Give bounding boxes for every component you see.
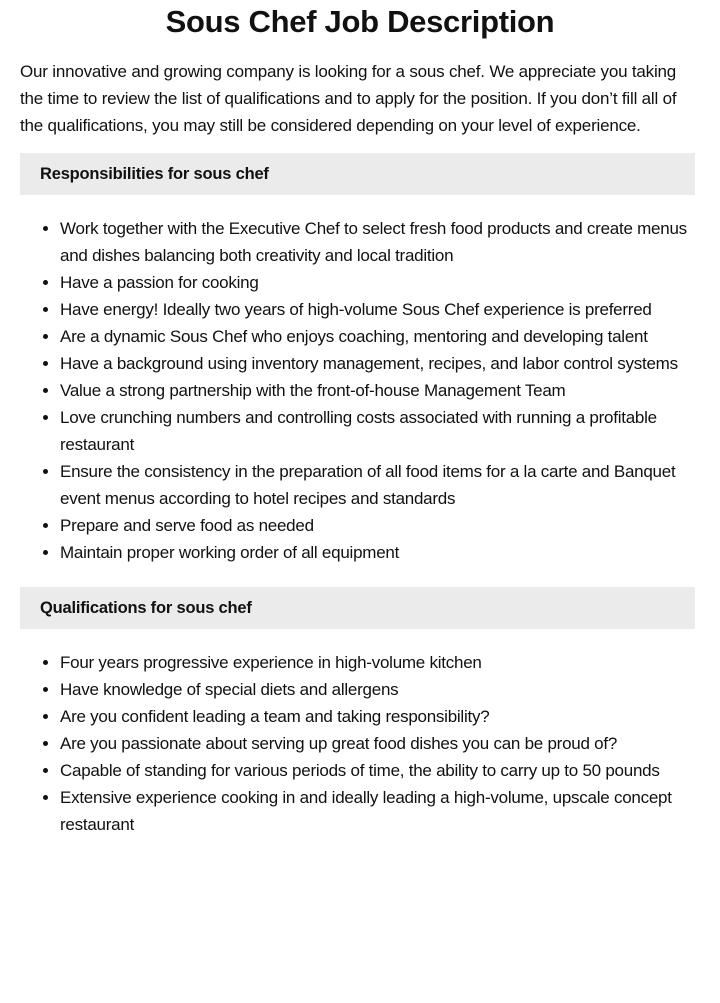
list-item: • Prepare and serve food as needed bbox=[60, 512, 695, 539]
list-item: • Are you passionate about serving up great food dishes you can be proud of? bbox=[60, 730, 695, 757]
list-item: • Capable of standing for various periods of time, the ability to carry up to 50 pounds bbox=[60, 757, 695, 784]
list-item: • Work together with the Executive Chef to select fresh food products and create menus and dishes balancing both creativity and local tradition bbox=[60, 215, 695, 269]
qualifications-list bbox=[20, 649, 695, 838]
page-title: Sous Chef Job Description bbox=[165, 4, 555, 39]
list-item: • Value a strong partnership with the front-of-house Management Team bbox=[60, 377, 695, 404]
list-item: • Four years progressive experience in high-volume kitchen bbox=[60, 649, 695, 676]
list-item: • Extensive experience cooking in and ideally leading a high-volume, upscale concept restaurant bbox=[60, 784, 695, 838]
list-item: • Have knowledge of special diets and allergens bbox=[60, 676, 695, 703]
qualifications-heading: Qualifications for sous chef bbox=[20, 587, 695, 629]
list-item: • Maintain proper working order of all equipment bbox=[60, 539, 695, 566]
list-item: • Have a background using inventory management, recipes, and labor control systems bbox=[60, 350, 695, 377]
list-item: • Have energy! Ideally two years of high-volume Sous Chef experience is preferred bbox=[60, 296, 695, 323]
list-item: • Are a dynamic Sous Chef who enjoys coaching, mentoring and developing talent bbox=[60, 323, 695, 350]
list-item: • Love crunching numbers and controlling costs associated with running a profitable restaurant bbox=[60, 404, 695, 458]
intro-paragraph: Our innovative and growing company is looking for a sous chef. We appreciate you taking the time to review the list of qualifications and to apply for the position. If you don’t fill all of the qualifications, you may still be considered depending on your level of experience. bbox=[20, 62, 677, 135]
list-item: • Ensure the consistency in the preparation of all food items for a la carte and Banquet event menus according to hotel recipes and standards bbox=[60, 458, 695, 512]
list-item: • Are you confident leading a team and taking responsibility? bbox=[60, 703, 695, 730]
list-item: • Have a passion for cooking bbox=[60, 269, 695, 296]
responsibilities-heading: Responsibilities for sous chef bbox=[20, 153, 695, 195]
responsibilities-list bbox=[20, 215, 695, 566]
